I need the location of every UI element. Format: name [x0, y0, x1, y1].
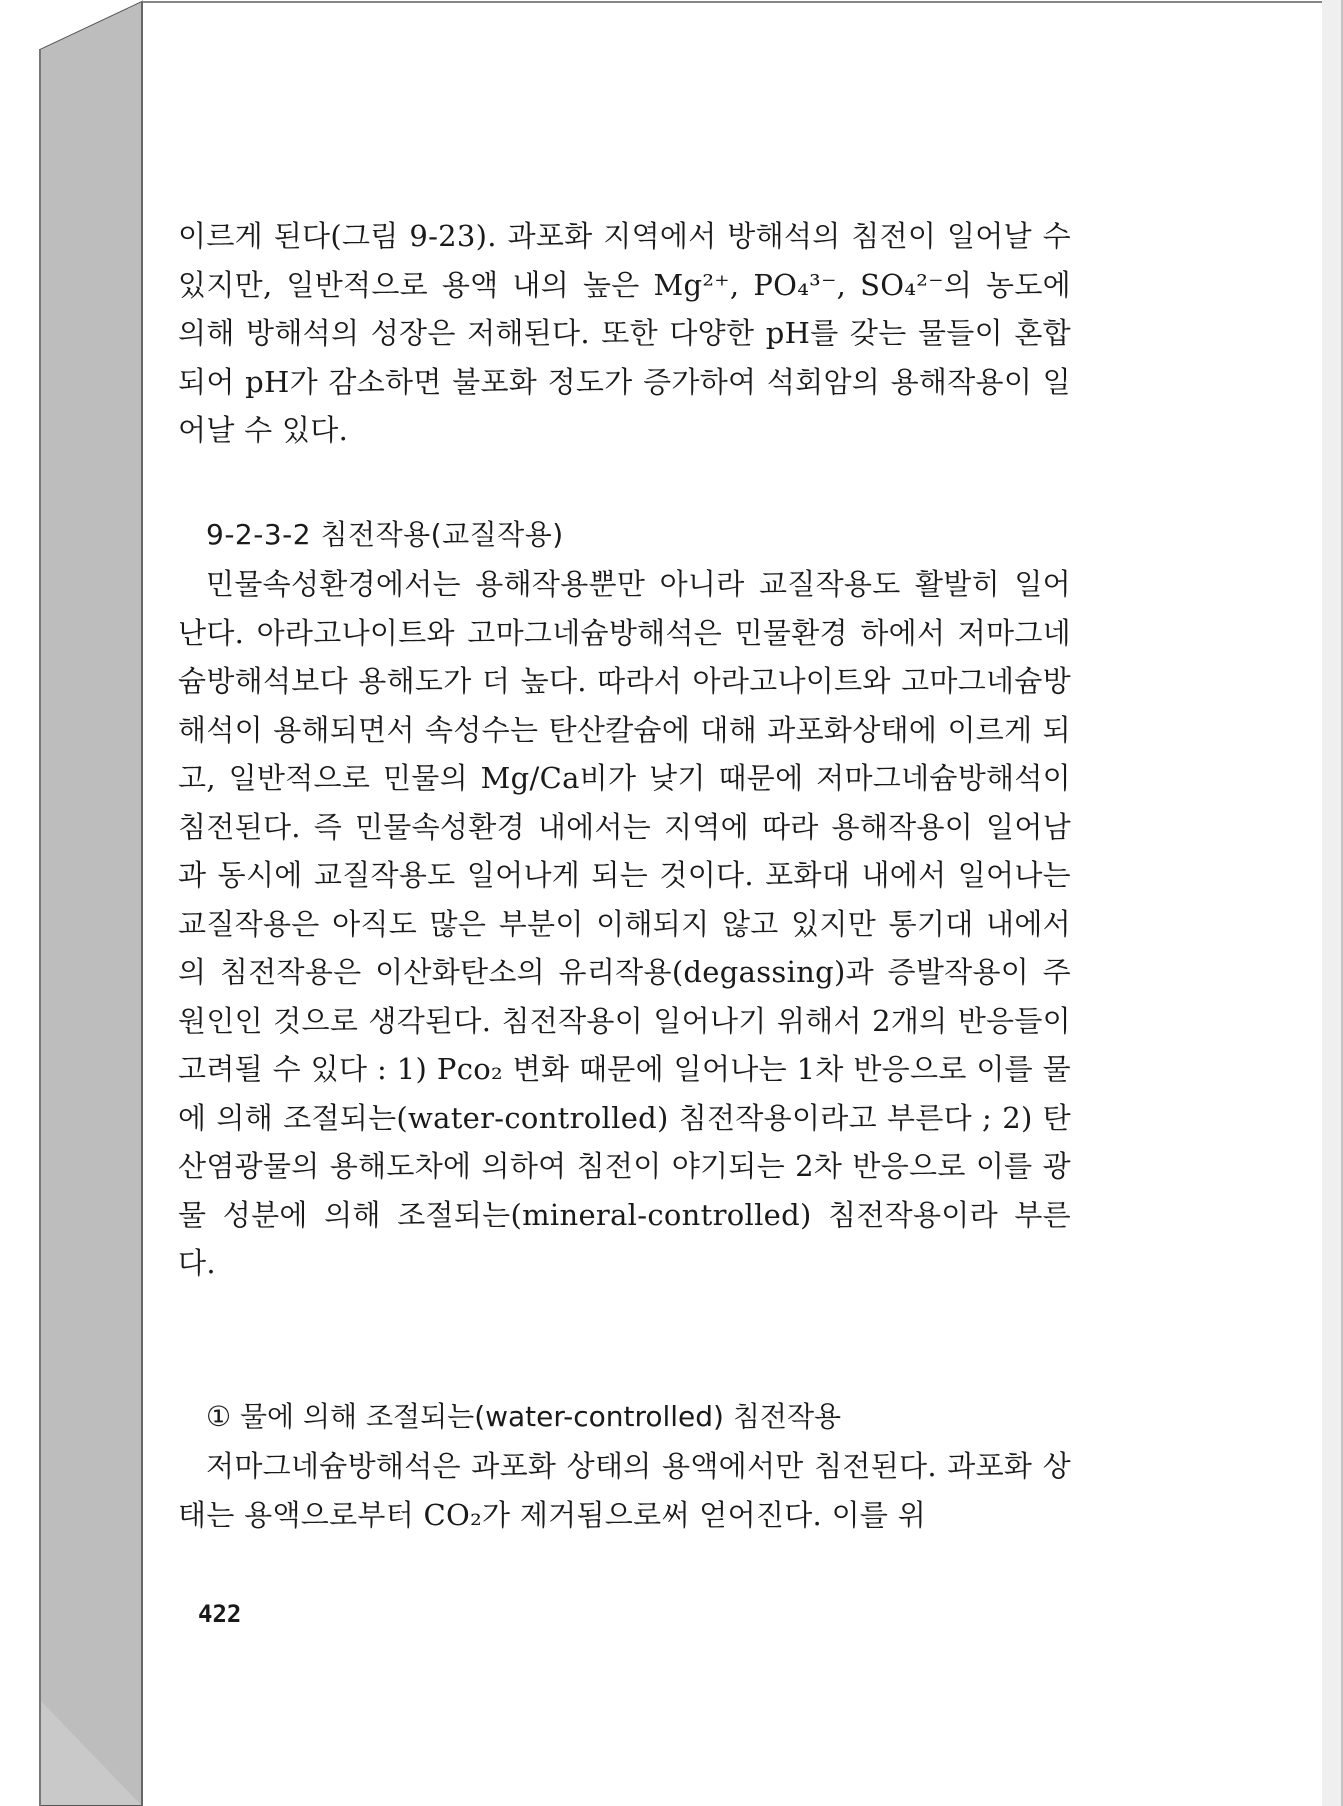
paragraph-2-text: 민물속성환경에서는 용해작용뿐만 아니라 교질작용도 활발히 일어난다. 아라고나이트와 고마그네슘방해석은 민물환경 하에서 저마그네슘방해석보다 용해도가 더 높다. 따라서 아라고나이트와 고마그네슘방해석이 용해되면서 속성수는 탄산칼슘에 대해 과포화상태에 이르게 되고, 일반적으로 민물의 Mg/Ca비가 낮기 때문에 저마그네슘방해석이 침전된다. 즉 민물속성환경 내에서는 지역에 따라 용해작용이 일어남과 동시에 교질작용도 일어나게 되는 것이다. 포화대 내에서 일어나는 교질작용은 아직도 많은 부분이 이해되지 않고 있지만 통기대 내에서의 침전작용은 이산화탄소의 유리작용(degassing)과 증발작용이 주원인인 것으로 생각된다. 침전작용이 일어나기 위해서 2개의 반응들이 고려될 수 있다 : 1) Pco₂ 변화 때문에 일어나는 1차 반응으로 이를 물에 의해 조절되는(water-controlled) 침전작용이라고 부른다 ; 2) 탄산염광물의 용해도차에 의하여 침전이 야기되는 2차 반응으로 이를 광물 성분에 의해 조절되는(mineral-controlled) 침전작용이라 부른다.	[178, 567, 1071, 1280]
paragraph-2	[178, 560, 1071, 1288]
page-number: 422	[198, 1600, 242, 1628]
paragraph-1	[178, 212, 1071, 455]
paragraph-1-text: 이르게 된다(그림 9-23). 과포화 지역에서 방해석의 침전이 일어날 수 있지만, 일반적으로 용액 내의 높은 Mg²⁺, PO₄³⁻, SO₄²⁻의 농도에 의해 방해석의 성장은 저해된다. 또한 다양한 pH를 갖는 물들이 혼합되어 pH가 감소하면 불포화 정도가 증가하여 석회암의 용해작용이 일어날 수 있다.	[178, 219, 1071, 447]
sub-heading: ① 물에 의해 조절되는(water-controlled) 침전작용	[206, 1400, 842, 1433]
paragraph-3	[178, 1442, 1071, 1539]
paragraph-3-text: 저마그네슘방해석은 과포화 상태의 용액에서만 침전된다. 과포화 상태는 용액으로부터 CO₂가 제거됨으로써 얻어진다. 이를 위	[178, 1449, 1071, 1532]
section-heading: 9-2-3-2 침전작용(교질작용)	[206, 518, 564, 551]
